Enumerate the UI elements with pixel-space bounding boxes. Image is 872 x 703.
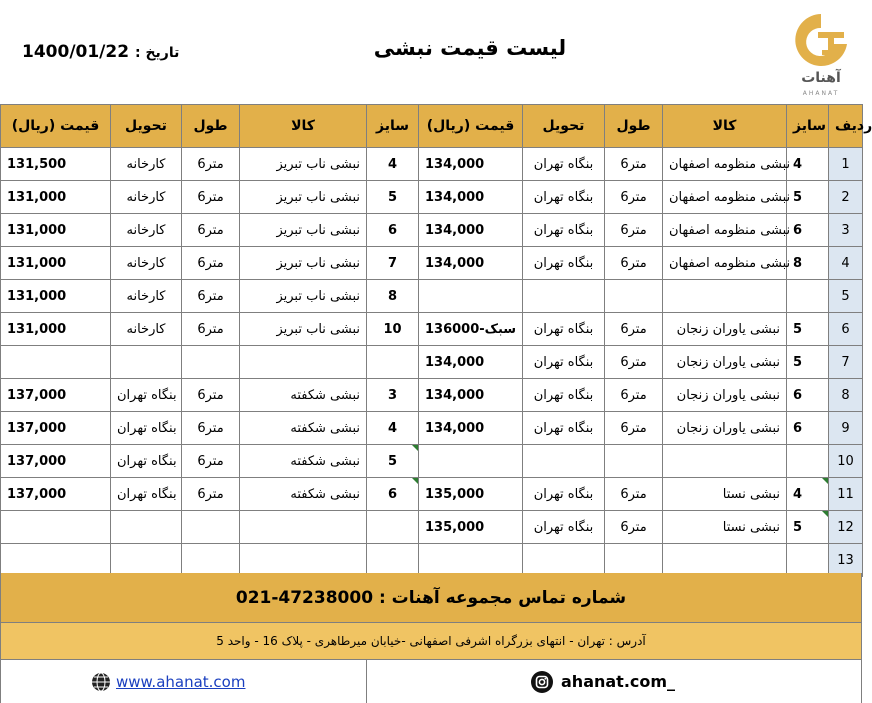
left-price: 131,000 [1,280,111,313]
left-size [367,544,419,577]
right-size [787,544,829,577]
col-header-delivery: تحویل [111,105,182,148]
right-delivery: بنگاه تهران [523,313,605,346]
left-delivery: بنگاه تهران [111,379,182,412]
table-row [1,511,863,544]
right-goods: نبشی منظومه اصفهان [663,247,787,280]
table-row [1,379,863,412]
left-size: 8 [367,280,419,313]
left-size: 5 [367,445,419,478]
right-delivery: بنگاه تهران [523,148,605,181]
right-delivery: بنگاه تهران [523,511,605,544]
right-price: 134,000 [419,214,523,247]
row-number: 10 [829,445,863,478]
left-length: 6متر [182,445,240,478]
left-delivery [111,544,182,577]
right-goods: نبشی یاوران زنجان [663,412,787,445]
logo-mark-icon [788,10,854,70]
col-header-delivery: تحویل [523,105,605,148]
col-header-size: سایز [367,105,419,148]
left-price: 131,000 [1,181,111,214]
website-cell [1,660,367,703]
right-goods [663,544,787,577]
col-header-price: قیمت (ریال) [419,105,523,148]
right-size: 6 [787,214,829,247]
left-price: 137,000 [1,445,111,478]
right-size: 4 [787,148,829,181]
row-number: 5 [829,280,863,313]
left-goods [240,511,367,544]
phone-number: 021-47238000 [235,587,374,608]
right-size: 5 [787,511,829,544]
right-size: 6 [787,379,829,412]
right-length: 6متر [605,148,663,181]
left-price: 131,000 [1,214,111,247]
table-row [1,148,863,181]
left-price: 137,000 [1,379,111,412]
col-header-goods: کالا [663,105,787,148]
left-delivery: بنگاه تهران [111,445,182,478]
left-delivery: کارخانه [111,280,182,313]
right-price: 134,000 [419,412,523,445]
row-number: 9 [829,412,863,445]
table-row [1,445,863,478]
links-bar [0,660,862,703]
right-goods [663,280,787,313]
left-price: 131,000 [1,247,111,280]
left-delivery: کارخانه [111,313,182,346]
row-number: 13 [829,544,863,577]
right-length: 6متر [605,313,663,346]
contact-phone-bar [0,573,862,623]
row-number: 8 [829,379,863,412]
website-link[interactable]: www.ahanat.com [116,672,246,691]
table-row [1,280,863,313]
right-delivery: بنگاه تهران [523,478,605,511]
left-goods: نبشی شکفته [240,379,367,412]
left-length [182,346,240,379]
left-goods: نبشی ناب تبریز [240,313,367,346]
left-delivery: کارخانه [111,247,182,280]
right-price: 135,000 [419,478,523,511]
right-goods: نبشی یاوران زنجان [663,346,787,379]
right-length: 6متر [605,346,663,379]
right-length: 6متر [605,214,663,247]
right-length: 6متر [605,181,663,214]
right-delivery: بنگاه تهران [523,412,605,445]
table-row [1,544,863,577]
right-size: 5 [787,181,829,214]
left-size: 5 [367,181,419,214]
col-header-length: طول [605,105,663,148]
right-delivery [523,280,605,313]
left-goods [240,544,367,577]
right-delivery: بنگاه تهران [523,247,605,280]
date-value: 1400/01/22 [22,42,130,62]
right-size [787,445,829,478]
left-size: 4 [367,412,419,445]
col-header-length: طول [182,105,240,148]
company-logo [788,10,854,100]
price-table [0,104,872,577]
left-goods: نبشی شکفته [240,445,367,478]
right-price: 134,000 [419,181,523,214]
left-length: 6متر [182,247,240,280]
right-goods: نبشی نستا [663,511,787,544]
left-price: 131,000 [1,313,111,346]
right-price: سبک-136000 [419,313,523,346]
table-header-row [1,105,863,148]
right-length: 6متر [605,379,663,412]
instagram-handle[interactable]: ahanat.com_ [561,672,676,691]
left-delivery: بنگاه تهران [111,412,182,445]
left-length: 6متر [182,313,240,346]
right-goods: نبشی منظومه اصفهان [663,148,787,181]
left-goods: نبشی ناب تبریز [240,214,367,247]
right-length [605,445,663,478]
col-header-size: سایز [787,105,829,148]
right-price [419,280,523,313]
left-delivery: کارخانه [111,181,182,214]
right-length: 6متر [605,478,663,511]
instagram-cell [367,660,861,703]
right-length: 6متر [605,511,663,544]
left-price [1,346,111,379]
left-goods: نبشی شکفته [240,478,367,511]
left-size: 10 [367,313,419,346]
right-price: 135,000 [419,511,523,544]
left-size: 7 [367,247,419,280]
right-size: 4 [787,478,829,511]
logo-subtext: AHANAT [802,90,840,97]
right-delivery: بنگاه تهران [523,214,605,247]
left-length: 6متر [182,379,240,412]
row-number: 6 [829,313,863,346]
right-goods [663,445,787,478]
row-number: 2 [829,181,863,214]
right-price: 134,000 [419,346,523,379]
right-length [605,544,663,577]
right-price: 134,000 [419,379,523,412]
left-price: 131,500 [1,148,111,181]
right-goods: نبشی نستا [663,478,787,511]
right-length: 6متر [605,247,663,280]
page-title: لیست قیمت نبشی [373,36,567,60]
left-goods: نبشی ناب تبریز [240,280,367,313]
left-length: 6متر [182,412,240,445]
left-size [367,511,419,544]
table-row [1,247,863,280]
left-delivery [111,511,182,544]
left-delivery: کارخانه [111,148,182,181]
instagram-icon [531,671,553,693]
right-goods: نبشی یاوران زنجان [663,379,787,412]
left-goods: نبشی ناب تبریز [240,181,367,214]
left-length: 6متر [182,181,240,214]
right-size: 5 [787,313,829,346]
col-header-goods: کالا [240,105,367,148]
right-goods: نبشی یاوران زنجان [663,313,787,346]
left-length [182,511,240,544]
right-goods: نبشی منظومه اصفهان [663,181,787,214]
logo-text: آهنات [801,70,841,86]
phone-label: شماره تماس مجموعه آهنات : [378,587,627,608]
right-length [605,280,663,313]
row-number: 1 [829,148,863,181]
right-length: 6متر [605,412,663,445]
left-size: 3 [367,379,419,412]
left-size: 4 [367,148,419,181]
left-goods: نبشی شکفته [240,412,367,445]
right-price: 134,000 [419,247,523,280]
table-row [1,412,863,445]
row-number: 3 [829,214,863,247]
right-size [787,280,829,313]
right-delivery [523,445,605,478]
right-delivery: بنگاه تهران [523,181,605,214]
right-size: 5 [787,346,829,379]
left-price [1,511,111,544]
row-number: 7 [829,346,863,379]
right-delivery [523,544,605,577]
right-price: 134,000 [419,148,523,181]
right-goods: نبشی منظومه اصفهان [663,214,787,247]
table-row [1,214,863,247]
col-header-row: ردیف [829,105,863,148]
right-price [419,544,523,577]
address-text: آدرس : تهران - انتهای بزرگراه اشرفی اصفهانی -خیابان میرطاهری - پلاک 16 - واحد 5 [216,634,646,648]
row-number: 4 [829,247,863,280]
right-size: 6 [787,412,829,445]
left-length: 6متر [182,478,240,511]
right-size: 8 [787,247,829,280]
globe-icon [91,672,111,692]
right-delivery: بنگاه تهران [523,346,605,379]
left-price: 137,000 [1,412,111,445]
left-goods: نبشی ناب تبریز [240,148,367,181]
table-body [1,148,863,577]
row-number: 11 [829,478,863,511]
col-header-price: قیمت (ریال) [1,105,111,148]
date [22,42,179,62]
table-row [1,181,863,214]
table-row [1,313,863,346]
left-length [182,544,240,577]
left-price [1,544,111,577]
right-delivery: بنگاه تهران [523,379,605,412]
left-length: 6متر [182,214,240,247]
left-length: 6متر [182,148,240,181]
page-header [0,0,862,104]
left-delivery: بنگاه تهران [111,478,182,511]
left-goods [240,346,367,379]
left-size: 6 [367,478,419,511]
row-number: 12 [829,511,863,544]
left-delivery [111,346,182,379]
right-price [419,445,523,478]
left-length: 6متر [182,280,240,313]
left-goods: نبشی ناب تبریز [240,247,367,280]
table-row [1,346,863,379]
date-label: تاریخ : [134,45,180,61]
left-size [367,346,419,379]
left-price: 137,000 [1,478,111,511]
table-row [1,478,863,511]
left-delivery: کارخانه [111,214,182,247]
left-size: 6 [367,214,419,247]
address-bar [0,623,862,660]
